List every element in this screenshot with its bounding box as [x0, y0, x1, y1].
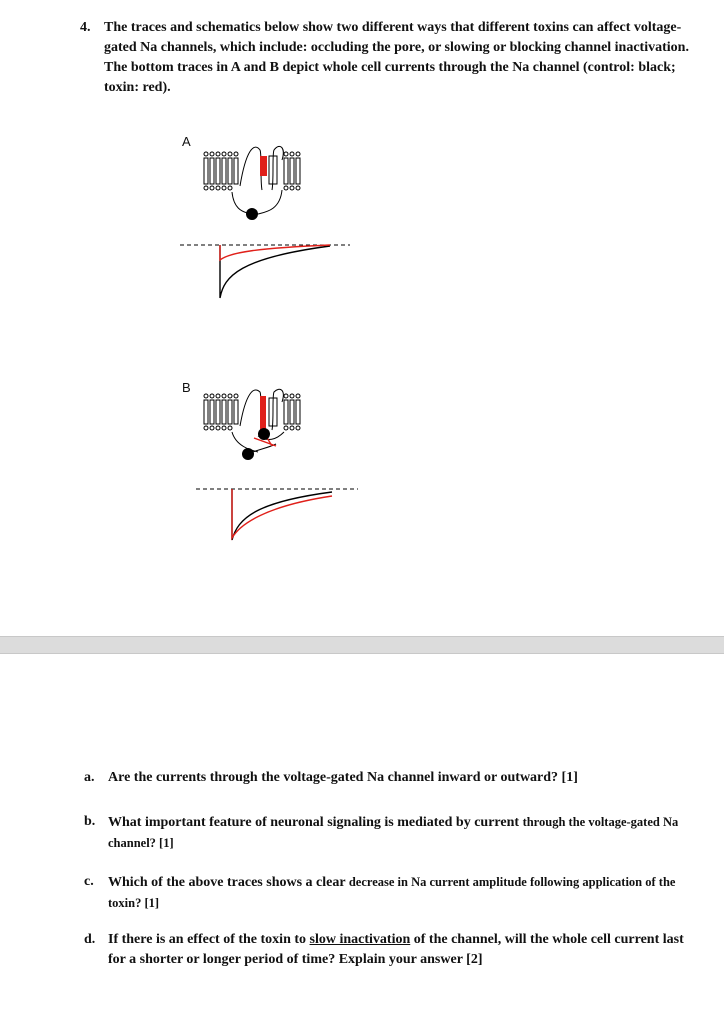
figure-b-label: B: [182, 380, 191, 395]
question-4: [80, 18, 700, 98]
control-trace-b: [232, 489, 332, 540]
page-divider: [0, 636, 724, 654]
text-before: If there is an effect of the toxin to: [108, 932, 307, 947]
membrane-domain-2: [284, 152, 300, 190]
subquestion-text: [108, 812, 694, 854]
current-trace-a: [180, 236, 350, 306]
channel-schematic-b: [196, 384, 316, 479]
subquestion-letter: d.: [84, 932, 96, 947]
subquestion-c: [84, 872, 694, 914]
subquestion-text: [108, 930, 694, 970]
channel-schematic-a: [196, 140, 316, 230]
figure-a-label: A: [182, 134, 191, 149]
membrane-domain-1: [204, 394, 238, 430]
subquestion-a: [84, 768, 694, 788]
subquestion-b: [84, 812, 694, 854]
text-main: What important feature of neuronal signaling is mediated by current: [108, 815, 520, 830]
toxin-block-b: [260, 396, 266, 430]
toxin-trace-b: [232, 489, 332, 538]
question-text: The traces and schematics below show two different ways that different toxins can affect voltage-gated Na channels, which include: occluding the pore, or slowing or blocking channel inactivation. The bottom traces in A and B depict whole cell currents through the Na channel (control: black; toxin: red).: [104, 20, 689, 95]
subquestion-d: [84, 930, 694, 970]
question-number: 4.: [80, 20, 91, 35]
text-small: decrease in Na current amplitude following application of the toxin? [1]: [108, 875, 676, 910]
subquestion-text: [108, 872, 694, 914]
current-trace-b: [196, 480, 358, 546]
subquestion-letter: b.: [84, 814, 96, 829]
text-small: through the voltage-gated Na channel? [1]: [108, 815, 679, 850]
subquestion-letter: c.: [84, 874, 94, 889]
text-after: of the channel, will the whole cell current last for a shorter or longer period of time? Explain your answer [2]: [108, 932, 684, 967]
subquestion-letter: a.: [84, 770, 95, 785]
text-main: Which of the above traces shows a clear: [108, 875, 346, 890]
toxin-block-a: [260, 156, 267, 176]
subquestion-text: Are the currents through the voltage-gated Na channel inward or outward? [1]: [108, 770, 578, 785]
membrane-domain-1: [204, 152, 238, 190]
underlined-term: slow inactivation: [309, 932, 411, 947]
toxin-trace-a: [220, 245, 330, 260]
membrane-domain-2: [284, 394, 300, 430]
